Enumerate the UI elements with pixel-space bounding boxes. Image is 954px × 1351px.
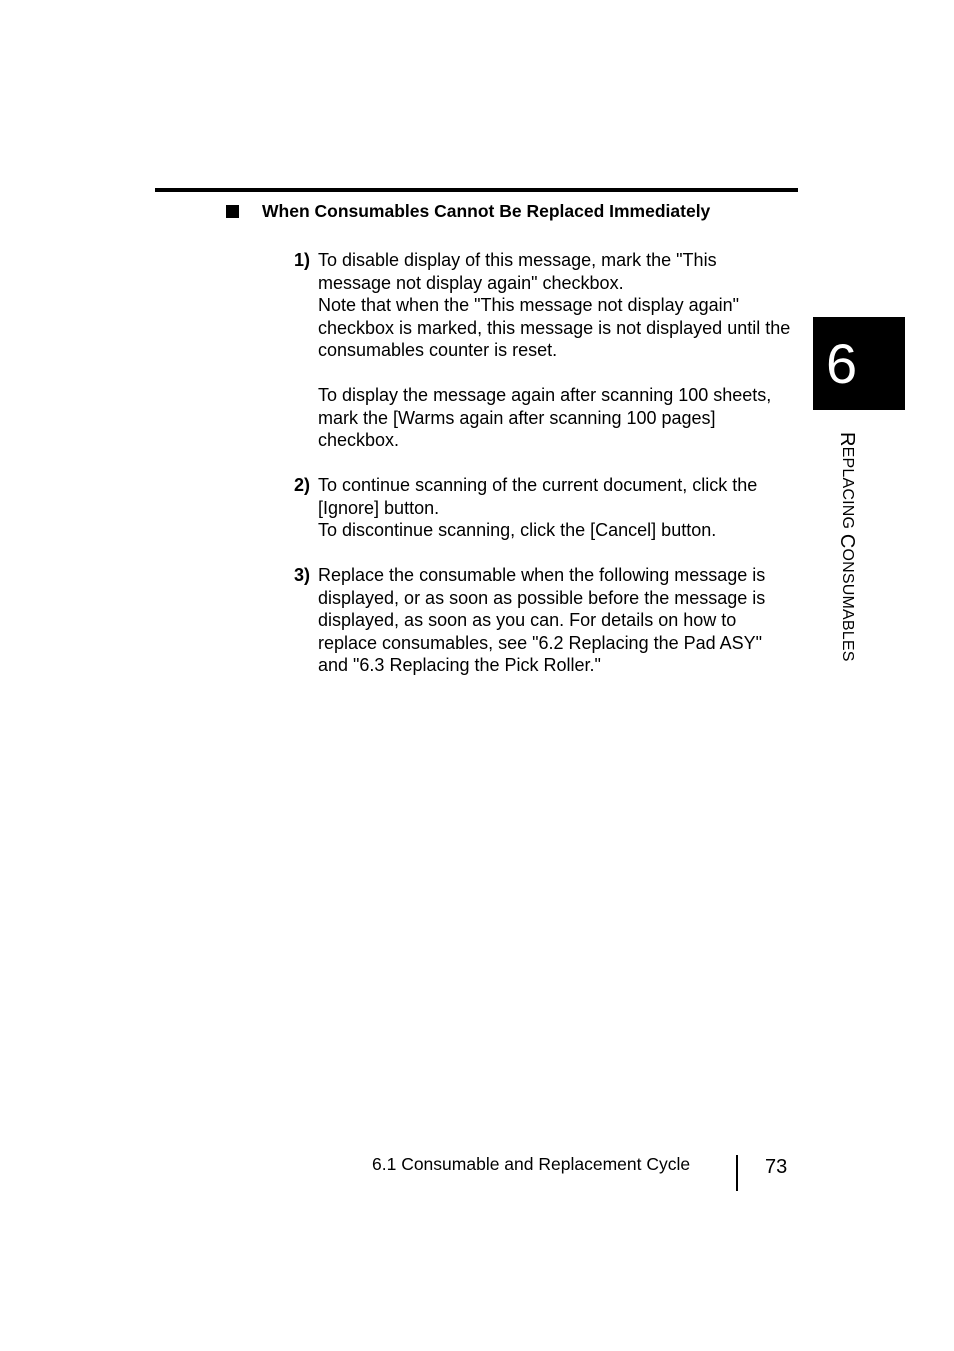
chapter-tab [813, 317, 905, 410]
section-heading [226, 200, 806, 222]
chapter-title-onsumables: ONSUMABLES [839, 548, 856, 662]
step-3 [294, 564, 794, 677]
step-number: 2) [294, 475, 311, 495]
step-3-text-1: Replace the consumable when the following message is displayed, or as soon as possible before the message is displayed, as soon as you can. For details on how to replace consumables, see "6.2 Replacing the Pad ASY" and "6.3 Replacing the Pick Roller." [318, 565, 766, 675]
chapter-title-eplacing: EPLACING [839, 446, 856, 530]
chapter-title-c: C [836, 533, 858, 549]
chapter-title-r: R [836, 432, 858, 447]
step-2-text-2: To discontinue scanning, click the [Cancel] button. [318, 520, 717, 540]
step-1-text-3: To display the message again after scanning 100 sheets, mark the [Warms again after scanning 100 pages] checkbox. [318, 385, 772, 450]
step-2 [294, 474, 794, 542]
step-1 [294, 249, 794, 452]
step-2-text-1: To continue scanning of the current document, click the [Ignore] button. [318, 475, 758, 518]
chapter-number: 6 [826, 332, 858, 395]
step-number: 1) [294, 250, 311, 270]
footer-section-title: 6.1 Consumable and Replacement Cycle [372, 1154, 691, 1174]
step-1-text-2: Note that when the "This message not display again" checkbox is marked, this message is not displayed until the consumables counter is reset. [318, 295, 791, 360]
bullet-square-icon [226, 205, 239, 218]
section-heading-text: When Consumables Cannot Be Replaced Immediately [262, 201, 711, 221]
page-number: 73 [765, 1156, 788, 1178]
step-1-text-1: To disable display of this message, mark the "This message not display again" checkbox. [318, 250, 717, 293]
step-list [294, 249, 794, 699]
chapter-side-title [835, 432, 859, 662]
top-rule [155, 188, 798, 192]
footer-divider [736, 1155, 738, 1191]
step-number: 3) [294, 565, 311, 585]
